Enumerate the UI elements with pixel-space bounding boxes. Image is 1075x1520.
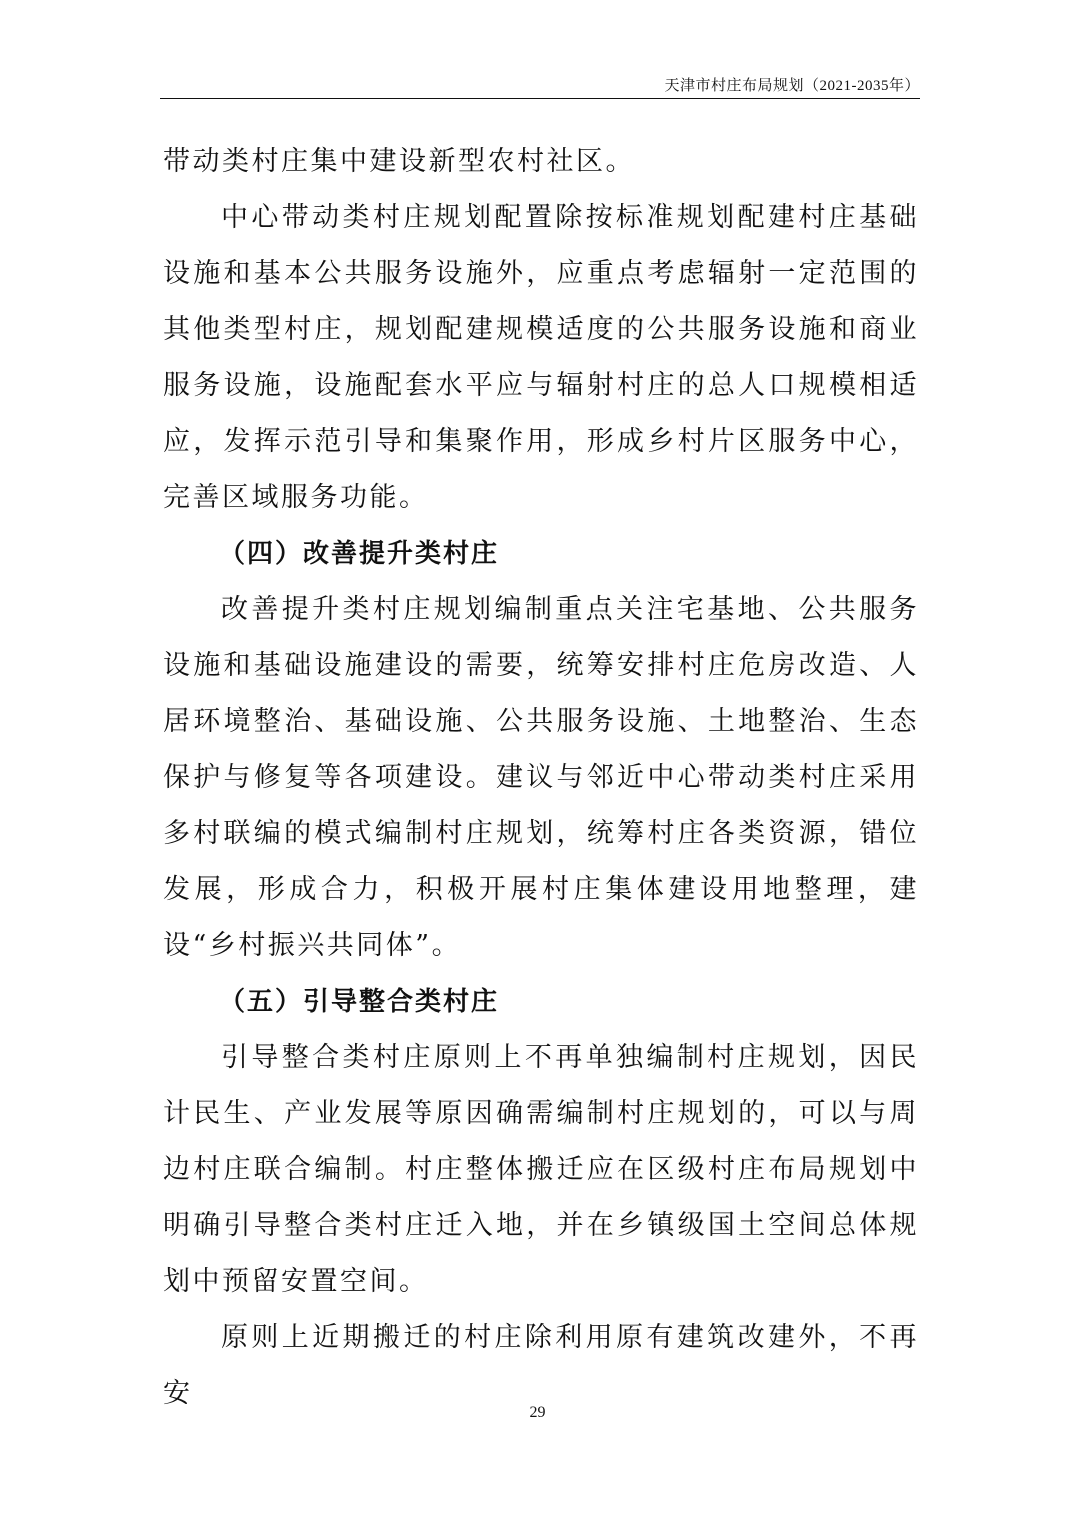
paragraph-relocation: 原则上近期搬迁的村庄除利用原有建筑改建外，不再安 xyxy=(163,1322,919,1409)
paragraph-integration-villages: 引导整合类村庄原则上不再单独编制村庄规划，因民计民生、产业发展等原因确需编制村庄规划的，可以与周边村庄联合编制。村庄整体搬迁应在区级村庄布局规划中明确引导整合类村庄迁入地，并在乡镇级国土空间总体规划中预留安置空间。 xyxy=(163,1042,919,1297)
paragraph-improvement-villages: 改善提升类村庄规划编制重点关注宅基地、公共服务设施和基础设施建设的需要，统筹安排村庄危房改造、人居环境整治、基础设施、公共服务设施、土地整治、生态保护与修复等各项建设。建议与邻近中心带动类村庄采用多村联编的模式编制村庄规划，统筹村庄各类资源，错位发展，形成合力，积极开展村庄集体建设用地整理，建设“乡村振兴共同体”。 xyxy=(163,594,919,961)
header-rule xyxy=(160,98,920,99)
body-text xyxy=(163,134,919,1422)
paragraph-continuation: 带动类村庄集中建设新型农村社区。 xyxy=(163,146,635,177)
page-number: 29 xyxy=(529,1404,546,1421)
paragraph-central-villages: 中心带动类村庄规划配置除按标准规划配建村庄基础设施和基本公共服务设施外，应重点考虑辐射一定范围的其他类型村庄，规划配建规模适度的公共服务设施和商业服务设施，设施配套水平应与辐射村庄的总人口规模相适应，发挥示范引导和集聚作用，形成乡村片区服务中心，完善区域服务功能。 xyxy=(163,202,919,513)
section-heading-integration-villages: （五）引导整合类村庄 xyxy=(219,987,500,1017)
section-heading-improvement-villages: （四）改善提升类村庄 xyxy=(219,539,500,569)
running-header: 天津市村庄布局规划（2021-2035年） xyxy=(664,78,920,94)
